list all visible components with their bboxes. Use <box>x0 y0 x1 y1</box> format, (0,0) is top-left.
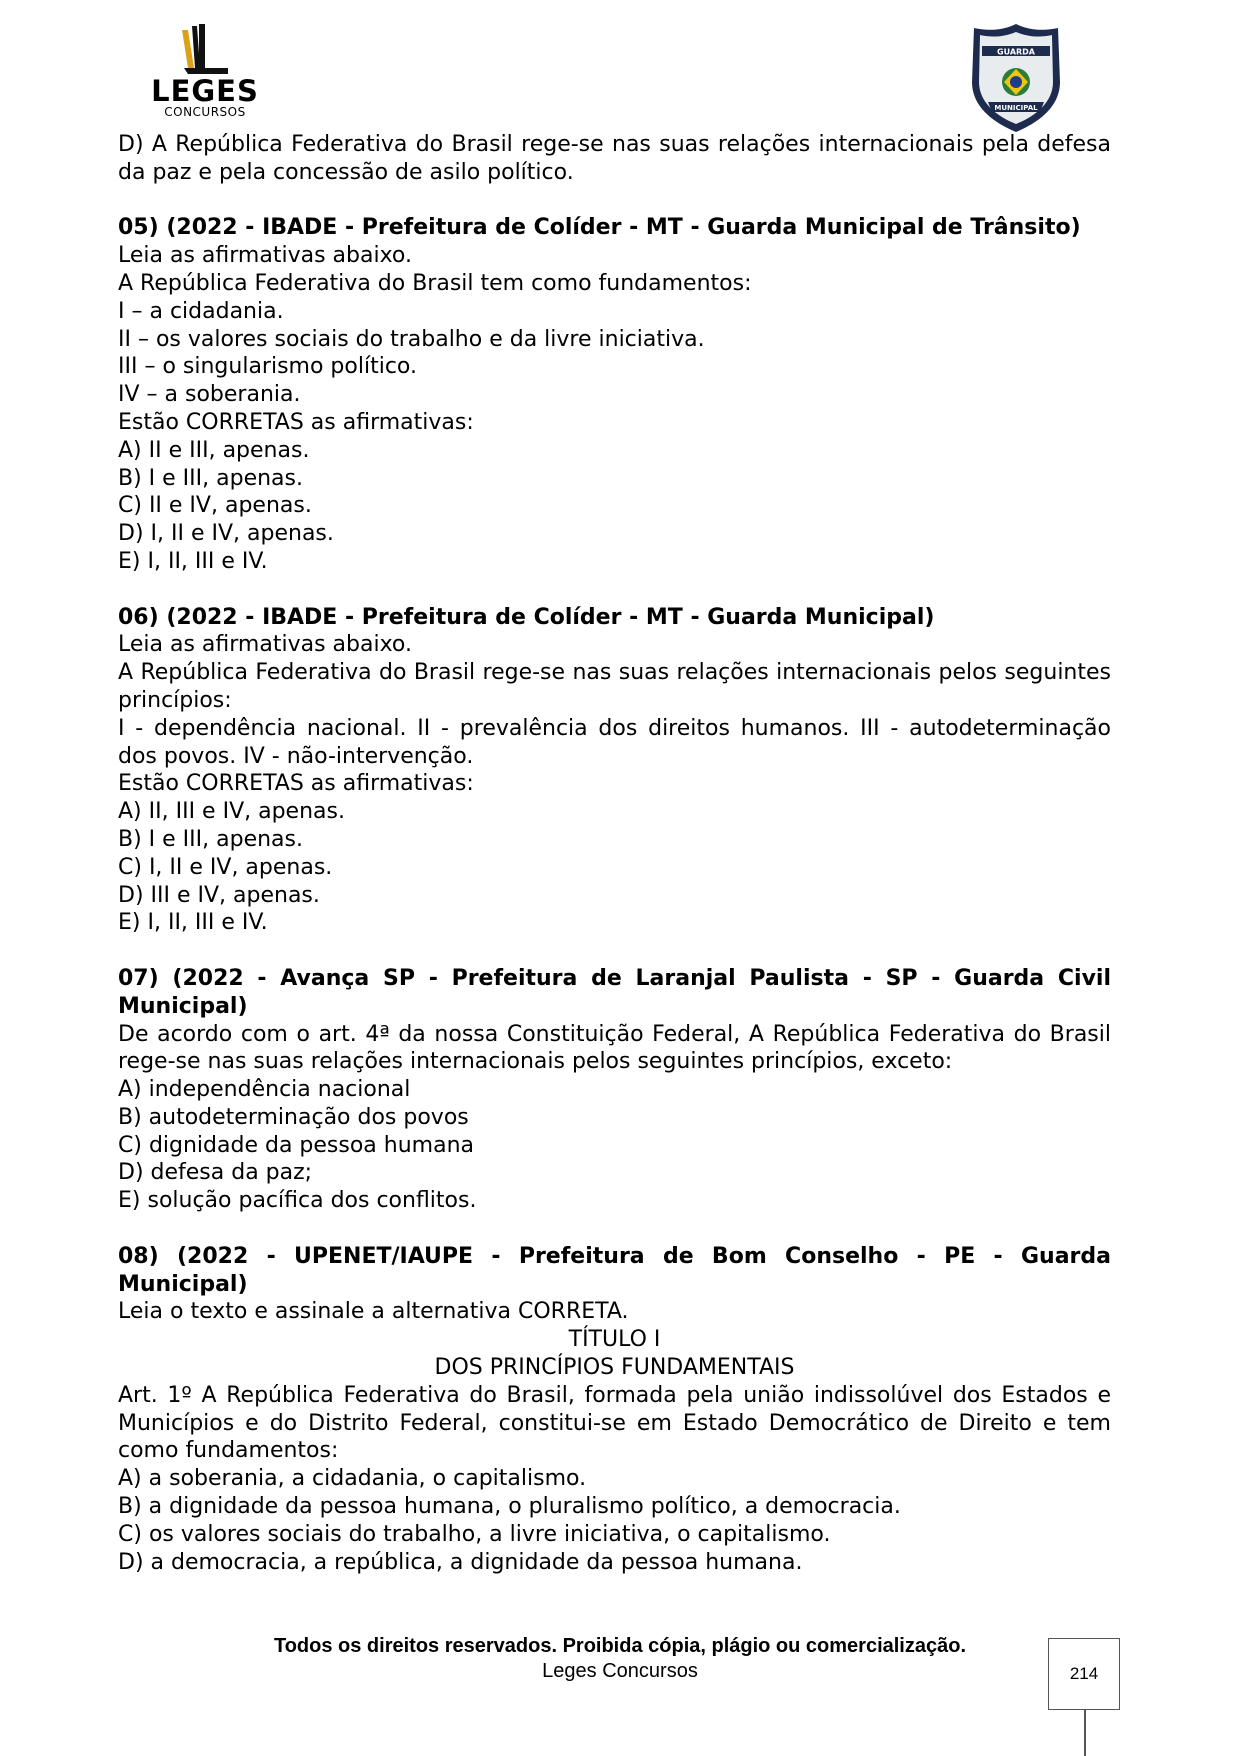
q5-line: I – a cidadania. <box>118 298 284 324</box>
svg-text:MUNICIPAL: MUNICIPAL <box>994 104 1038 112</box>
q5-line: IV – a soberania. <box>118 382 301 408</box>
page-number-box <box>1048 1638 1120 1710</box>
leges-logo <box>150 24 260 124</box>
q6-paragraph: I - dependência nacional. II - prevalência dos direitos humanos. III - autodeterminação dos povos. IV - não-intervenção. <box>118 715 1111 769</box>
q7-paragraph: De acordo com o art. 4ª da nossa Constituição Federal, A República Federativa do Brasil rege-se nas suas relações internacionais pelos seguintes princípios, exceto: <box>118 1021 1111 1075</box>
page-footer <box>200 1634 1040 1684</box>
guarda-municipal-badge <box>970 22 1062 134</box>
q7-option: C) dignidade da pessoa humana <box>118 1132 474 1158</box>
q8-option: D) a democracia, a república, a dignidade da pessoa humana. <box>118 1549 803 1575</box>
q7-option: A) independência nacional <box>118 1077 411 1103</box>
q5-option: D) I, II e IV, apenas. <box>118 521 334 547</box>
q8-heading-title: TÍTULO I <box>568 1327 661 1353</box>
q5-option: E) I, II, III e IV. <box>118 548 268 574</box>
q6-option: E) I, II, III e IV. <box>118 910 268 936</box>
q8-heading-subtitle: DOS PRINCÍPIOS FUNDAMENTAIS <box>434 1355 795 1381</box>
q8-option: B) a dignidade da pessoa humana, o pluralismo político, a democracia. <box>118 1494 901 1520</box>
footer-company: Leges Concursos <box>542 1660 698 1682</box>
page-number-line <box>1084 1710 1086 1756</box>
svg-text:GUARDA: GUARDA <box>997 47 1035 57</box>
q8-paragraph: Art. 1º A República Federativa do Brasil, formada pela união indissolúvel dos Estados e Municípios e do Distrito Federal, constitui-se em Estado Democrático de Direito e tem como fundamentos: <box>118 1382 1111 1464</box>
shield-badge-icon <box>970 22 1062 134</box>
q5-line: Leia as afirmativas abaixo. <box>118 243 412 269</box>
q5-line: II – os valores sociais do trabalho e da livre iniciativa. <box>118 326 705 352</box>
q7-option: D) defesa da paz; <box>118 1160 313 1186</box>
q5-line: III – o singularismo político. <box>118 354 417 380</box>
q6-option: D) III e IV, apenas. <box>118 882 320 908</box>
q5-line: A República Federativa do Brasil tem como fundamentos: <box>118 270 752 296</box>
q5-option: A) II e III, apenas. <box>118 437 310 463</box>
q5-line: Estão CORRETAS as afirmativas: <box>118 409 474 435</box>
q6-option: B) I e III, apenas. <box>118 826 303 852</box>
q6-paragraph: A República Federativa do Brasil rege-se nas suas relações internacionais pelos seguintes princípios: <box>118 660 1111 713</box>
q7-title: 07) (2022 - Avança SP - Prefeitura de Laranjal Paulista - SP - Guarda Civil Municipal) <box>118 965 1111 1019</box>
q5-option: C) II e IV, apenas. <box>118 493 312 519</box>
book-icon <box>178 24 232 76</box>
q8-option: A) a soberania, a cidadania, o capitalismo. <box>118 1466 587 1492</box>
q8-title: 08) (2022 - UPENET/IAUPE - Prefeitura de Bom Conselho - PE - Guarda Municipal) <box>118 1243 1111 1297</box>
q8-intro: Leia o texto e assinale a alternativa CORRETA. <box>118 1299 629 1325</box>
q7-option: E) solução pacífica dos conflitos. <box>118 1188 477 1214</box>
q5-option: B) I e III, apenas. <box>118 465 303 491</box>
page-number: 214 <box>1069 1664 1099 1683</box>
q8-option: C) os valores sociais do trabalho, a livre iniciativa, o capitalismo. <box>118 1521 831 1547</box>
leges-brand-sub: CONCURSOS <box>164 105 246 119</box>
q6-line: Estão CORRETAS as afirmativas: <box>118 771 474 797</box>
q6-intro: Leia as afirmativas abaixo. <box>118 632 412 658</box>
footer-rights: Todos os direitos reservados. Proibida cópia, plágio ou comercialização. <box>273 1635 967 1657</box>
leges-brand-text: LEGES <box>151 74 259 108</box>
q6-title: 06) (2022 - IBADE - Prefeitura de Colíder - MT - Guarda Municipal) <box>118 604 935 630</box>
q7-option: B) autodeterminação dos povos <box>118 1104 469 1130</box>
document-body <box>118 131 1111 1576</box>
q5-title: 05) (2022 - IBADE - Prefeitura de Colíder - MT - Guarda Municipal de Trânsito) <box>118 215 1081 241</box>
q6-option: A) II, III e IV, apenas. <box>118 799 345 825</box>
q4-option-d: D) A República Federativa do Brasil rege-se nas suas relações internacionais pela defesa da paz e pela concessão de asilo político. <box>118 132 1111 185</box>
q6-option: C) I, II e IV, apenas. <box>118 854 333 880</box>
